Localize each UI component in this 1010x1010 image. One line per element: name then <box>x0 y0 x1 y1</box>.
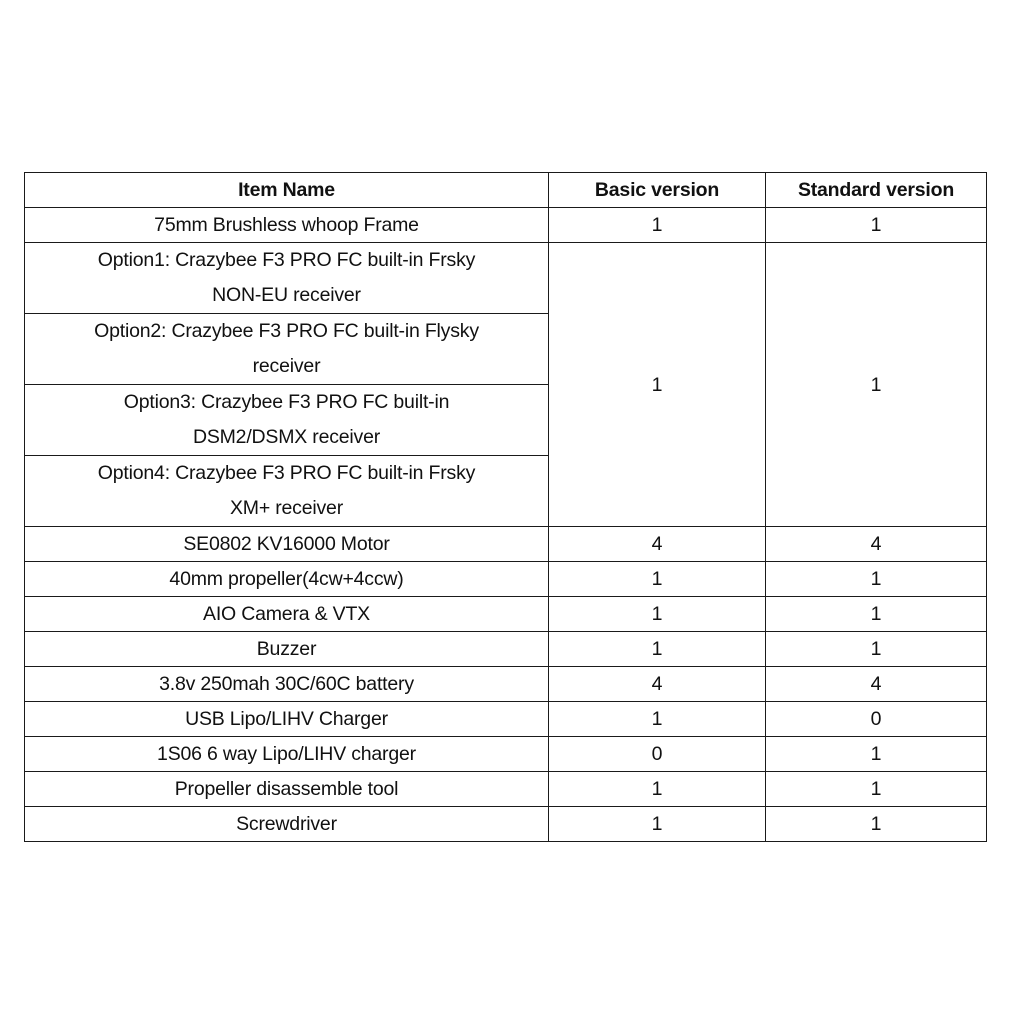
package-contents-table <box>24 172 987 842</box>
basic-qty-cell: 1 <box>549 208 766 243</box>
table-row <box>25 208 987 243</box>
basic-qty-cell: 1 <box>549 562 766 597</box>
header-standard-version: Standard version <box>766 173 987 208</box>
fc-option-2-line-2: receiver <box>252 355 321 377</box>
item-name-cell: Buzzer <box>25 632 549 667</box>
fc-standard-qty-cell: 1 <box>766 243 987 527</box>
standard-qty-cell: 4 <box>766 667 987 702</box>
table-header-row <box>25 173 987 208</box>
fc-option-3-line-2: DSM2/DSMX receiver <box>192 426 381 448</box>
fc-option-4-line-2: XM+ receiver <box>229 497 343 519</box>
standard-qty-cell: 1 <box>766 737 987 772</box>
standard-qty-cell: 1 <box>766 597 987 632</box>
table-row <box>25 667 987 702</box>
item-name-cell: 75mm Brushless whoop Frame <box>25 208 549 243</box>
table-row <box>25 527 987 562</box>
standard-qty-cell: 1 <box>766 807 987 842</box>
table-row <box>25 737 987 772</box>
standard-qty-cell: 0 <box>766 702 987 737</box>
fc-basic-qty-cell: 1 <box>549 243 766 527</box>
fc-option-2-cell <box>25 314 549 385</box>
standard-qty-cell: 1 <box>766 772 987 807</box>
fc-option-2-line-1: Option2: Crazybee F3 PRO FC built-in Flysky <box>94 320 479 342</box>
standard-qty-cell: 1 <box>766 208 987 243</box>
basic-qty-cell: 1 <box>549 702 766 737</box>
basic-qty-cell: 1 <box>549 632 766 667</box>
fc-option-3-line-1: Option3: Crazybee F3 PRO FC built-in <box>123 391 450 413</box>
standard-qty-cell: 4 <box>766 527 987 562</box>
table-row <box>25 772 987 807</box>
item-name-cell: 3.8v 250mah 30C/60C battery <box>25 667 549 702</box>
basic-qty-cell: 1 <box>549 597 766 632</box>
basic-qty-cell: 1 <box>549 772 766 807</box>
standard-qty-cell: 1 <box>766 632 987 667</box>
fc-option-4-line-1: Option4: Crazybee F3 PRO FC built-in Frsky <box>97 462 476 484</box>
table-row <box>25 597 987 632</box>
header-basic-version: Basic version <box>549 173 766 208</box>
fc-option-1-cell <box>25 243 549 314</box>
item-name-cell: USB Lipo/LIHV Charger <box>25 702 549 737</box>
basic-qty-cell: 0 <box>549 737 766 772</box>
item-name-cell: 1S06 6 way Lipo/LIHV charger <box>25 737 549 772</box>
fc-option-1-line-1: Option1: Crazybee F3 PRO FC built-in Frsky <box>97 249 476 271</box>
fc-option-4-cell <box>25 456 549 527</box>
item-name-cell: AIO Camera & VTX <box>25 597 549 632</box>
basic-qty-cell: 4 <box>549 527 766 562</box>
item-name-cell: SE0802 KV16000 Motor <box>25 527 549 562</box>
table-row <box>25 562 987 597</box>
item-name-cell: Propeller disassemble tool <box>25 772 549 807</box>
item-name-cell: Screwdriver <box>25 807 549 842</box>
item-name-cell: 40mm propeller(4cw+4ccw) <box>25 562 549 597</box>
header-item-name: Item Name <box>25 173 549 208</box>
table-row <box>25 702 987 737</box>
fc-option-1-line-2: NON-EU receiver <box>212 284 361 306</box>
table-row <box>25 807 987 842</box>
basic-qty-cell: 1 <box>549 807 766 842</box>
table-row <box>25 632 987 667</box>
table-row-fc-option-1 <box>25 243 987 314</box>
standard-qty-cell: 1 <box>766 562 987 597</box>
basic-qty-cell: 4 <box>549 667 766 702</box>
fc-option-3-cell <box>25 385 549 456</box>
